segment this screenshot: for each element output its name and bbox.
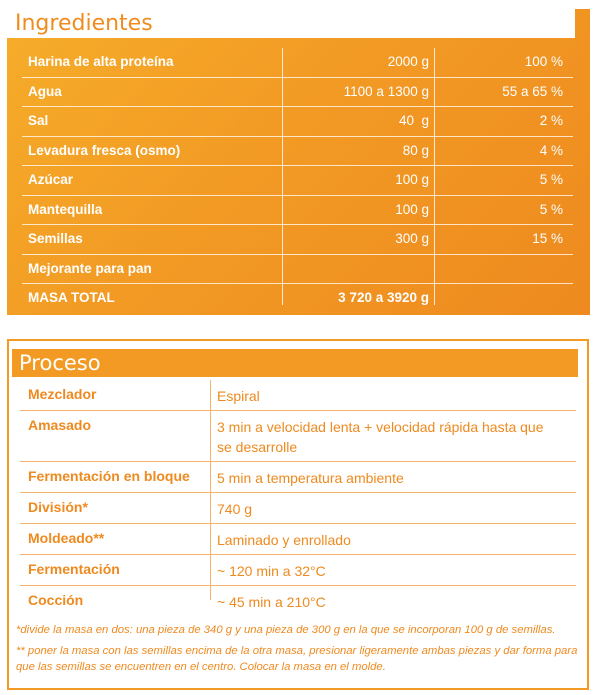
ingredient-row [22, 196, 573, 226]
ingredient-row [22, 255, 573, 285]
process-row [20, 586, 576, 616]
ingredient-percent: 4 % [539, 142, 563, 158]
ingredient-row [22, 137, 573, 167]
ingredient-amount: 300 g [395, 231, 429, 246]
process-step: División* [28, 499, 88, 515]
process-detail: Laminado y enrollado [217, 532, 351, 548]
ingredient-name: Azúcar [28, 172, 74, 187]
process-detail: 5 min a temperatura ambiente [217, 470, 404, 486]
process-row [20, 493, 576, 524]
ingredient-amount: 2000 g [387, 54, 429, 69]
ingredient-name: Mantequilla [28, 201, 103, 217]
ingredient-row [22, 225, 573, 255]
ingredient-name: Semillas [28, 231, 83, 246]
process-detail: 740 g [217, 501, 253, 517]
ingredient-amount: 40 g [398, 113, 429, 128]
process-row [20, 411, 576, 462]
process-detail: 3 min a velocidad lenta + velocidad rápida hasta que se desarrolle [217, 419, 544, 455]
ingredient-amount: 80 g [402, 142, 429, 158]
ingredients-table [22, 48, 573, 313]
process-row [20, 524, 576, 555]
process-title: Proceso [12, 349, 578, 377]
process-detail: ~ 45 min a 210°C [217, 594, 326, 610]
ingredients-title: Ingredientes [7, 9, 575, 38]
process-step: Fermentación en bloque [28, 468, 190, 484]
ingredient-percent: 55 a 65 % [502, 83, 563, 99]
ingredient-name: Sal [28, 113, 49, 128]
ingredient-name: MASA TOTAL [28, 290, 115, 305]
ingredient-percent: 5 % [539, 201, 563, 217]
process-step: Mezclador [28, 386, 97, 402]
ingredient-amount: 3 720 a 3920 g [338, 290, 429, 305]
process-step: Fermentación [28, 561, 120, 577]
process-row [20, 380, 576, 411]
ingredient-name: Mejorante para pan [28, 260, 152, 276]
ingredient-total-row [22, 284, 573, 313]
footnotes [16, 622, 584, 680]
footnote-division: *divide la masa en dos: una pieza de 340 g y una pieza de 300 g en la que se incorporan 100 g de semillas. [16, 624, 556, 636]
ingredient-name: Levadura fresca (osmo) [28, 142, 181, 158]
ingredient-amount: 1100 a 1300 g [343, 83, 429, 99]
footnote-moldeado: ** poner la masa con las semillas encima de la otra masa, presionar ligeramente ambas piezas y dar forma para que las semillas se encuentren en el centro. Colocar la masa en el molde. [16, 645, 578, 673]
process-row [20, 462, 576, 493]
ingredient-percent: 100 % [524, 54, 563, 69]
ingredient-row [22, 166, 573, 196]
ingredient-name: Harina de alta proteína [28, 54, 174, 69]
process-step: Cocción [28, 592, 84, 608]
ingredient-row [22, 107, 573, 137]
ingredient-percent: 15 % [532, 231, 563, 246]
ingredient-name: Agua [28, 83, 62, 99]
process-step: Amasado [28, 417, 92, 433]
process-table [20, 380, 576, 616]
ingredient-percent: 5 % [539, 172, 563, 187]
ingredient-amount: 100 g [395, 172, 429, 187]
process-step: Moldeado** [28, 530, 105, 546]
ingredient-percent: 2 % [539, 113, 563, 128]
ingredient-row [22, 48, 573, 78]
process-detail: Espiral [217, 388, 260, 404]
ingredient-row [22, 78, 573, 108]
process-row [20, 555, 576, 586]
ingredient-amount: 100 g [395, 201, 429, 217]
process-detail: ~ 120 min a 32°C [217, 563, 326, 579]
